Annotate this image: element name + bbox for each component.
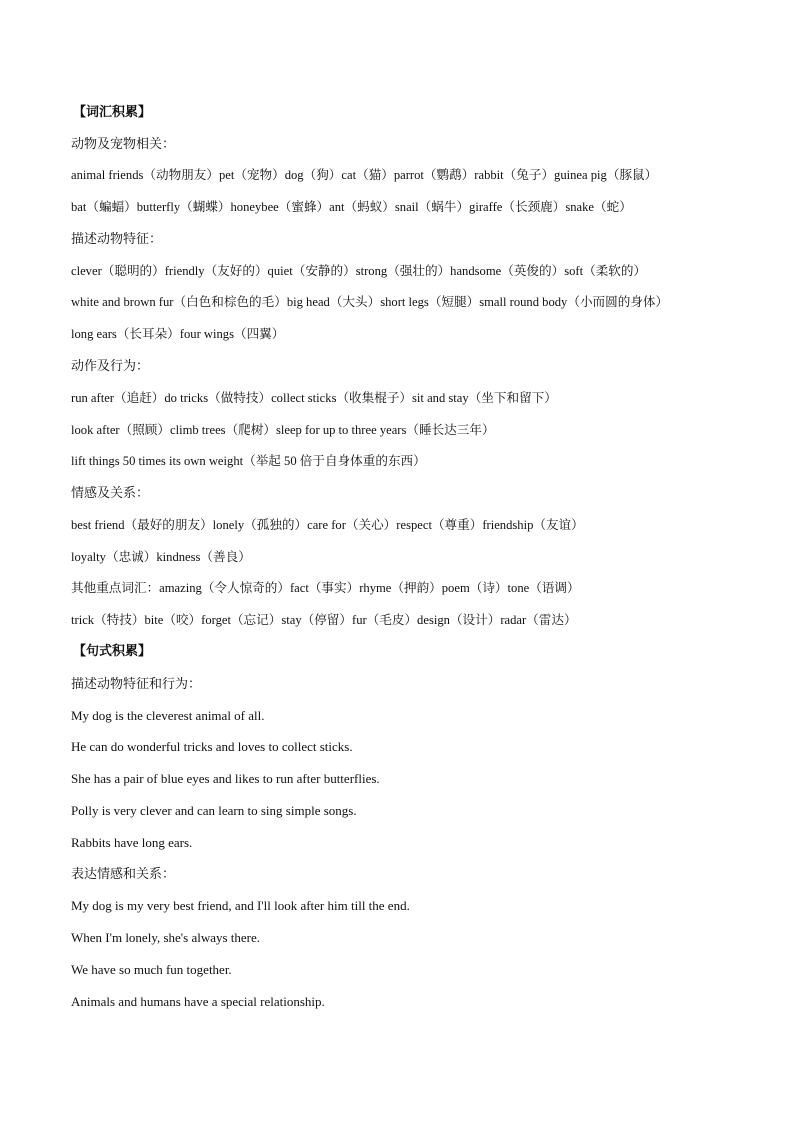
sentence-line: We have so much fun together.: [71, 962, 232, 977]
vocab-line: bat（蝙蝠）butterfly（蝴蝶）honeybee（蜜蜂）ant（蚂蚁）snail（蜗牛）giraffe（长颈鹿）snake（蛇）: [71, 200, 632, 214]
vocab-line: loyalty（忠诚）kindness（善良）: [71, 550, 251, 564]
animals-subheading: 动物及宠物相关：: [71, 136, 176, 151]
express-subheading: 表达情感和关系：: [71, 866, 176, 881]
describe-subheading: 描述动物特征和行为：: [71, 676, 202, 691]
sentence-line: Animals and humans have a special relationship.: [71, 994, 325, 1009]
emotions-subheading: 情感及关系：: [71, 485, 150, 500]
sentence-line: My dog is the cleverest animal of all.: [71, 708, 265, 723]
vocab-line: lift things 50 times its own weight（举起 50 倍于自身体重的东西）: [71, 454, 426, 468]
vocab-line: white and brown fur（白色和棕色的毛）big head（大头）short legs（短腿）small round body（小而圆的身体）: [71, 295, 669, 309]
vocab-line: animal friends（动物朋友）pet（宠物）dog（狗）cat（猫）parrot（鹦鹉）rabbit（兔子）guinea pig（豚鼠）: [71, 168, 658, 182]
sentence-line: My dog is my very best friend, and I'll look after him till the end.: [71, 898, 410, 913]
sentence-line: Polly is very clever and can learn to sing simple songs.: [71, 803, 357, 818]
vocab-heading: 【词汇积累】: [73, 104, 152, 119]
sentence-line: Rabbits have long ears.: [71, 835, 193, 850]
vocab-line: trick（特技）bite（咬）forget（忘记）stay（停留）fur（毛皮）design（设计）radar（雷达）: [71, 613, 577, 627]
sentence-heading: 【句式积累】: [73, 643, 152, 658]
sentence-line: He can do wonderful tricks and loves to collect sticks.: [71, 739, 353, 754]
vocab-line: clever（聪明的）friendly（友好的）quiet（安静的）strong（强壮的）handsome（英俊的）soft（柔软的）: [71, 264, 647, 278]
vocab-line: 其他重点词汇：amazing（令人惊奇的）fact（事实）rhyme（押韵）poem（诗）tone（语调）: [71, 581, 580, 595]
vocab-line: best friend（最好的朋友）lonely（孤独的）care for（关心）respect（尊重）friendship（友谊）: [71, 518, 584, 532]
actions-subheading: 动作及行为：: [71, 358, 150, 373]
vocab-line: run after（追赶）do tricks（做特技）collect sticks（收集棍子）sit and stay（坐下和留下）: [71, 391, 557, 405]
features-subheading: 描述动物特征：: [71, 231, 163, 246]
sentence-line: She has a pair of blue eyes and likes to run after butterflies.: [71, 771, 380, 786]
vocab-line: long ears（长耳朵）four wings（四翼）: [71, 327, 285, 341]
sentence-line: When I'm lonely, she's always there.: [71, 930, 261, 945]
vocab-line: look after（照顾）climb trees（爬树）sleep for up to three years（睡长达三年）: [71, 423, 495, 437]
